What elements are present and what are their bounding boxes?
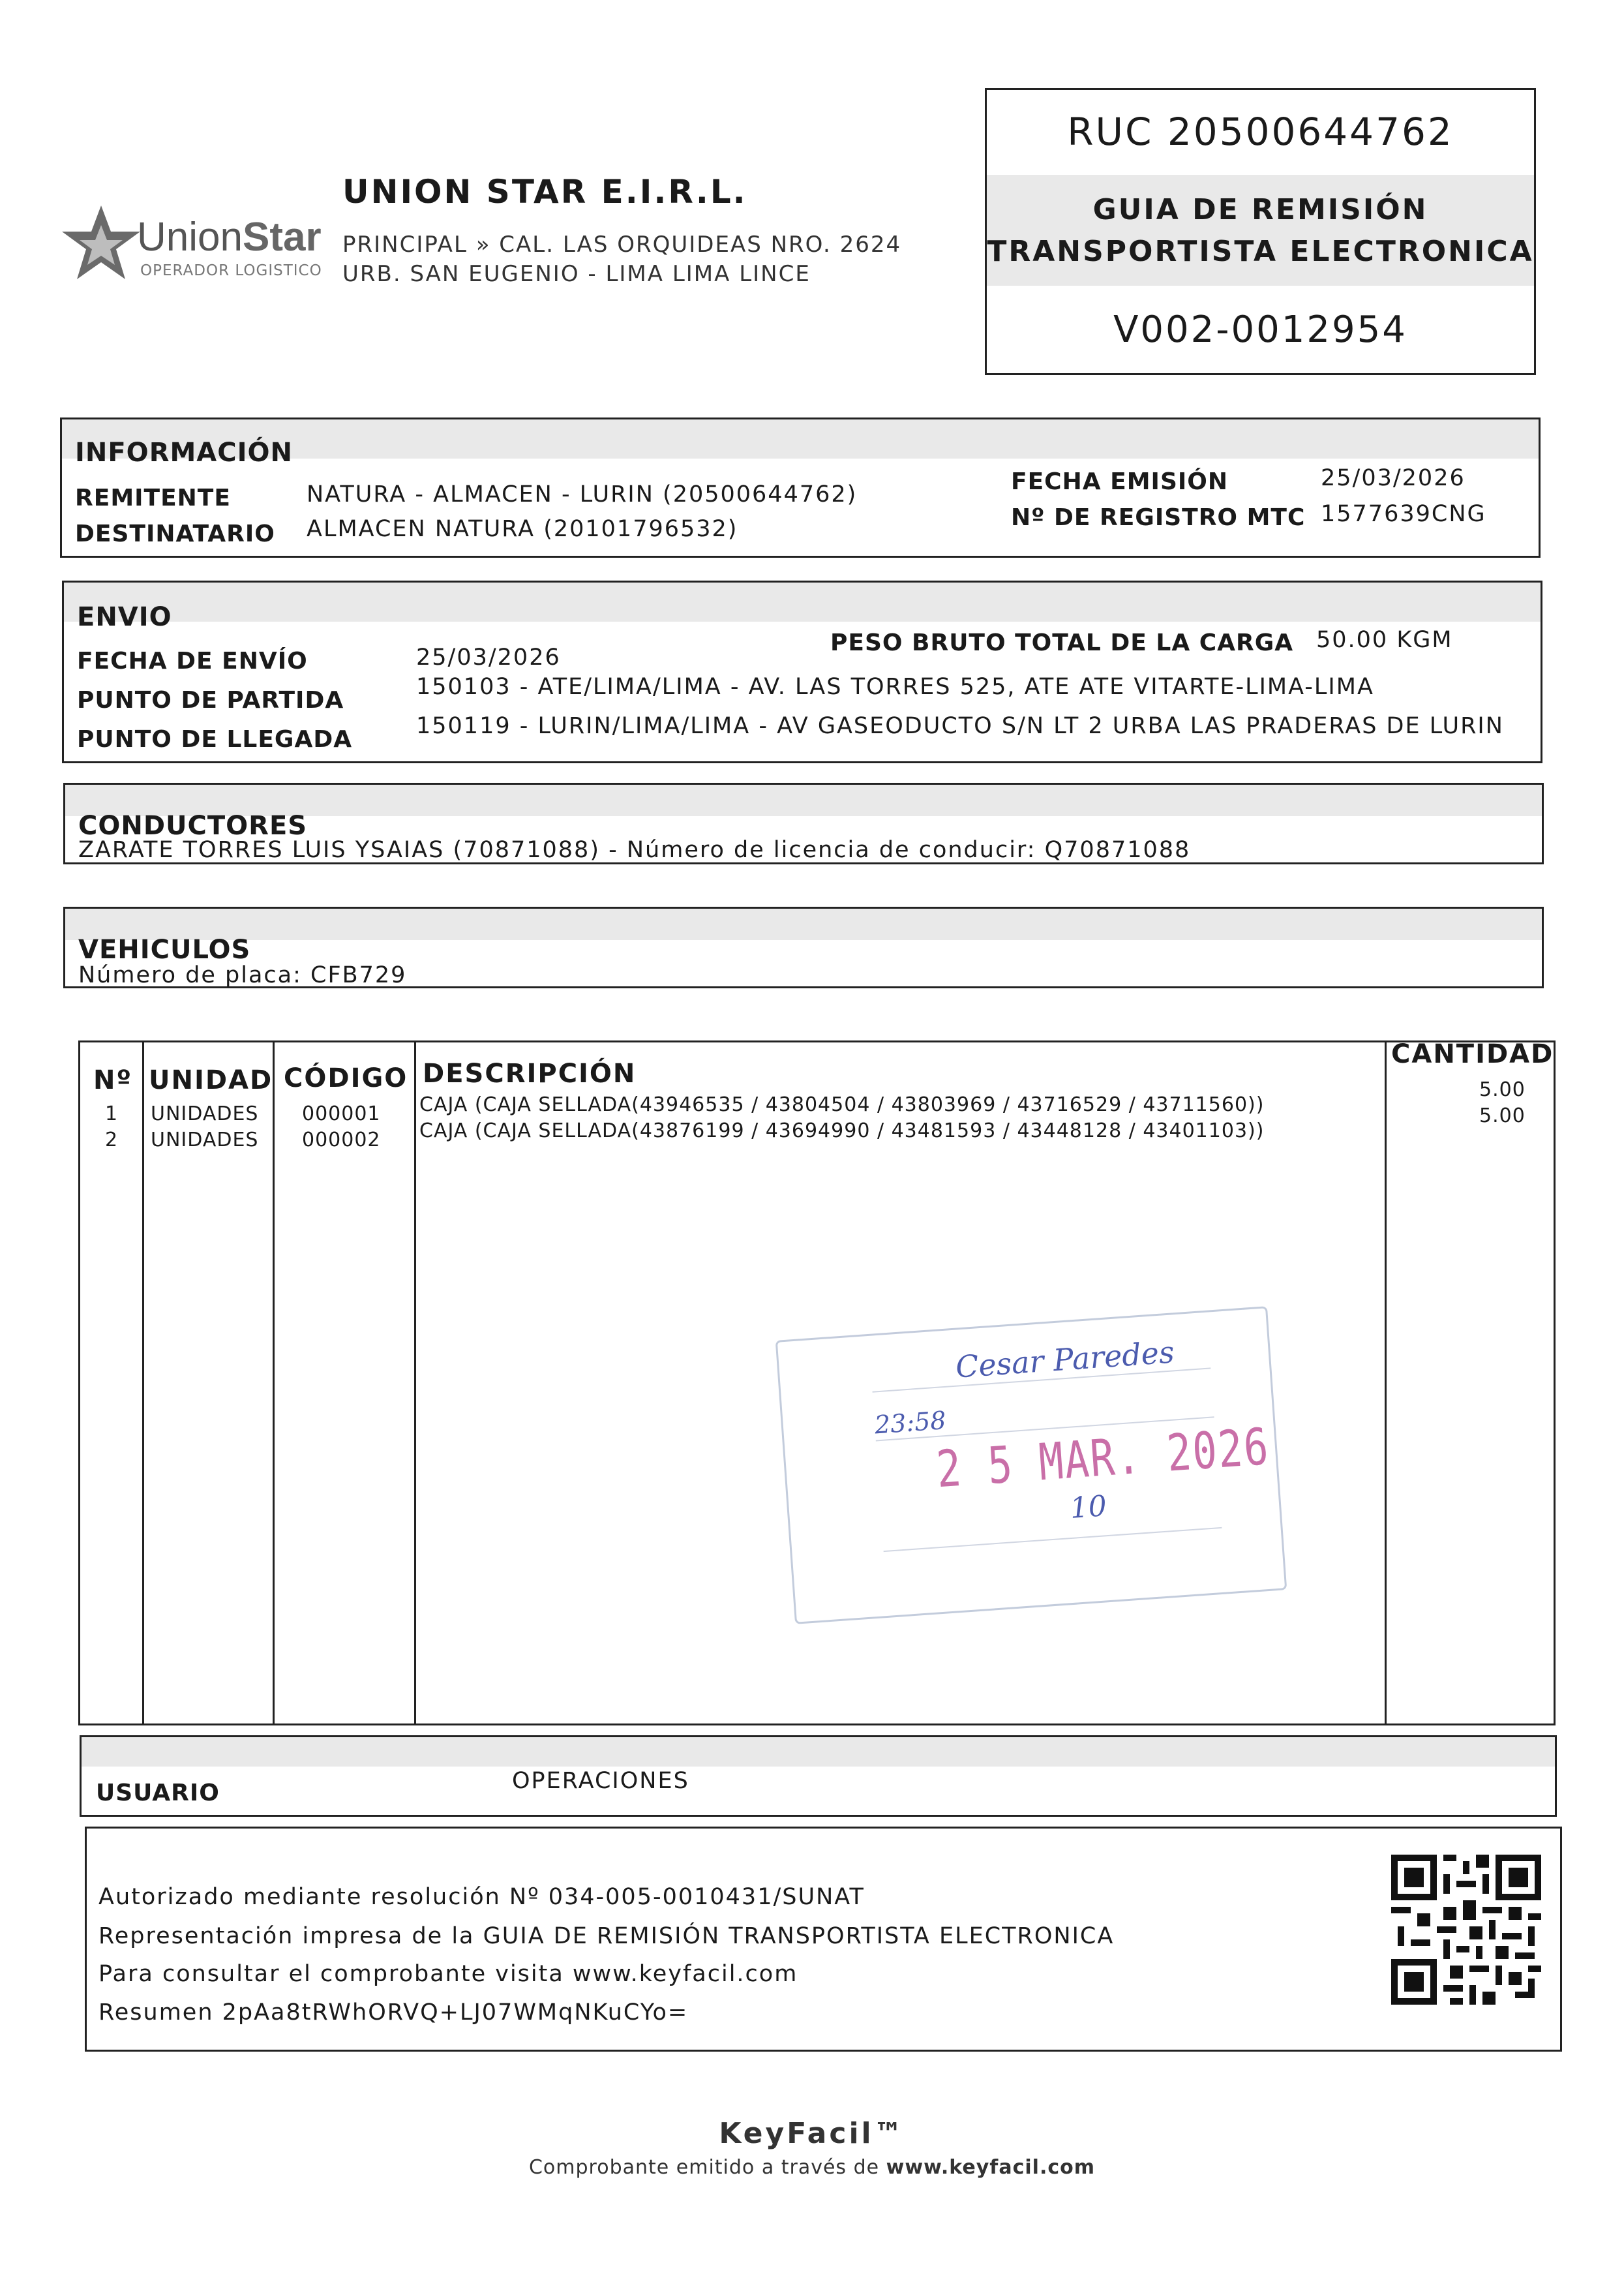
resolution-text: Autorizado mediante resolución Nº 034-005-0010431/SUNAT (98, 1884, 865, 1910)
conductores-section (63, 783, 1544, 864)
row-codigo: 000002 (302, 1129, 381, 1151)
items-table (78, 1040, 1556, 1725)
qr-code-icon (1391, 1855, 1541, 2005)
keyfacil-link[interactable]: www.keyfacil.com (886, 2156, 1096, 2179)
bottom-note-prefix: Comprobante emitido a través de (528, 2156, 886, 2179)
document-title-2: TRANSPORTISTA ELECTRONICA (987, 235, 1534, 268)
info-heading: INFORMACIÓN (75, 438, 293, 468)
summary-hash: Resumen 2pAa8tRWhORVQ+LJ07WMqNKuCYo= (98, 1999, 689, 2026)
logo-text-union: Union (137, 215, 243, 260)
row-cantidad: 5.00 (1479, 1104, 1526, 1127)
handwritten-number: 10 (1069, 1489, 1108, 1525)
registro-mtc-value: 1577639CNG (1321, 501, 1486, 527)
partida-label: PUNTO DE PARTIDA (77, 687, 344, 714)
consult-line: Para consultar el comprobante visita www.keyfacil.com (98, 1961, 798, 1987)
stamp-line (884, 1527, 1222, 1552)
header-unidad: UNIDAD (149, 1065, 273, 1095)
envio-section (62, 581, 1542, 763)
company-address-2: URB. SAN EUGENIO - LIMA LIMA LINCE (342, 261, 811, 287)
header-cantidad: CANTIDAD (1391, 1039, 1554, 1069)
consult-text (98, 1961, 798, 1987)
fecha-envio-label: FECHA DE ENVÍO (77, 648, 308, 675)
conductores-heading: CONDUCTORES (78, 811, 308, 841)
vehiculos-heading: VEHICULOS (78, 935, 251, 965)
logo-text-star: Star (243, 215, 322, 260)
partida-value: 150103 - ATE/LIMA/LIMA - AV. LAS TORRES 525, ATE ATE VITARTE-LIMA-LIMA (416, 674, 1374, 700)
usuario-label: USUARIO (96, 1780, 220, 1806)
remitente-value: NATURA - ALMACEN - LURIN (20500644762) (307, 481, 858, 508)
row-descripcion: CAJA (CAJA SELLADA(43876199 / 43694990 / 43481593 / 43448128 / 43401103)) (419, 1119, 1265, 1142)
logo-subtitle: OPERADOR LOGISTICO (140, 262, 322, 279)
handwritten-name: Cesar Paredes (954, 1334, 1176, 1385)
fecha-emision-value: 25/03/2026 (1321, 465, 1466, 491)
handwritten-time: 23:58 (873, 1405, 947, 1440)
peso-value: 50.00 KGM (1316, 627, 1453, 653)
fecha-emision-label: FECHA EMISIÓN (1011, 468, 1228, 495)
bottom-note (0, 2156, 1624, 2179)
company-logo (59, 202, 333, 294)
row-unidad: UNIDADES (151, 1102, 259, 1125)
llegada-label: PUNTO DE LLEGADA (77, 726, 353, 753)
company-name: UNION STAR E.I.R.L. (342, 173, 747, 211)
header-no: Nº (93, 1065, 133, 1095)
registro-mtc-label: Nº DE REGISTRO MTC (1011, 504, 1306, 531)
destinatario-label: DESTINATARIO (75, 521, 275, 547)
vehiculos-section (63, 907, 1544, 988)
usuario-section (80, 1735, 1557, 1817)
document-title-1: GUIA DE REMISIÓN (1092, 193, 1428, 226)
document-id-box (985, 88, 1536, 375)
reception-stamp (775, 1306, 1287, 1624)
company-address-1: PRINCIPAL » CAL. LAS ORQUIDEAS NRO. 2624 (342, 232, 902, 258)
placa-line: Número de placa: CFB729 (78, 962, 407, 988)
ruc-number: RUC 20500644762 (1067, 110, 1454, 154)
row-codigo: 000001 (302, 1102, 381, 1125)
usuario-value: OPERACIONES (512, 1768, 689, 1794)
row-cantidad: 5.00 (1479, 1078, 1526, 1101)
llegada-value: 150119 - LURIN/LIMA/LIMA - AV GASEODUCTO S/N LT 2 URBA LAS PRADERAS DE LURIN (416, 713, 1504, 739)
representation-text: Representación impresa de la GUIA DE REMISIÓN TRANSPORTISTA ELECTRONICA (98, 1923, 1115, 1949)
star-logo-icon (59, 202, 143, 294)
stamp-date: 2 5 MAR. 2026 (934, 1416, 1272, 1500)
remitente-label: REMITENTE (75, 485, 231, 511)
row-descripcion: CAJA (CAJA SELLADA(43946535 / 43804504 / 43803969 / 43716529 / 43711560)) (419, 1093, 1265, 1116)
row-unidad: UNIDADES (151, 1129, 259, 1151)
envio-heading: ENVIO (77, 602, 172, 632)
fecha-envio-value: 25/03/2026 (416, 645, 561, 671)
legal-footer-box (85, 1827, 1562, 2052)
document-number: V002-0012954 (1113, 309, 1407, 351)
header-codigo: CÓDIGO (284, 1063, 408, 1093)
destinatario-value: ALMACEN NATURA (20101796532) (307, 516, 738, 542)
info-section (60, 418, 1541, 558)
conductor-line: ZARATE TORRES LUIS YSAIAS (70871088) - Número de licencia de conducir: Q70871088 (78, 837, 1191, 863)
row-no: 2 (105, 1129, 119, 1151)
document-title-band (987, 175, 1534, 286)
header-descripcion: DESCRIPCIÓN (423, 1059, 637, 1089)
peso-label: PESO BRUTO TOTAL DE LA CARGA (830, 630, 1294, 656)
keyfacil-brand: KeyFacil™ (719, 2117, 905, 2150)
row-no: 1 (105, 1102, 119, 1125)
